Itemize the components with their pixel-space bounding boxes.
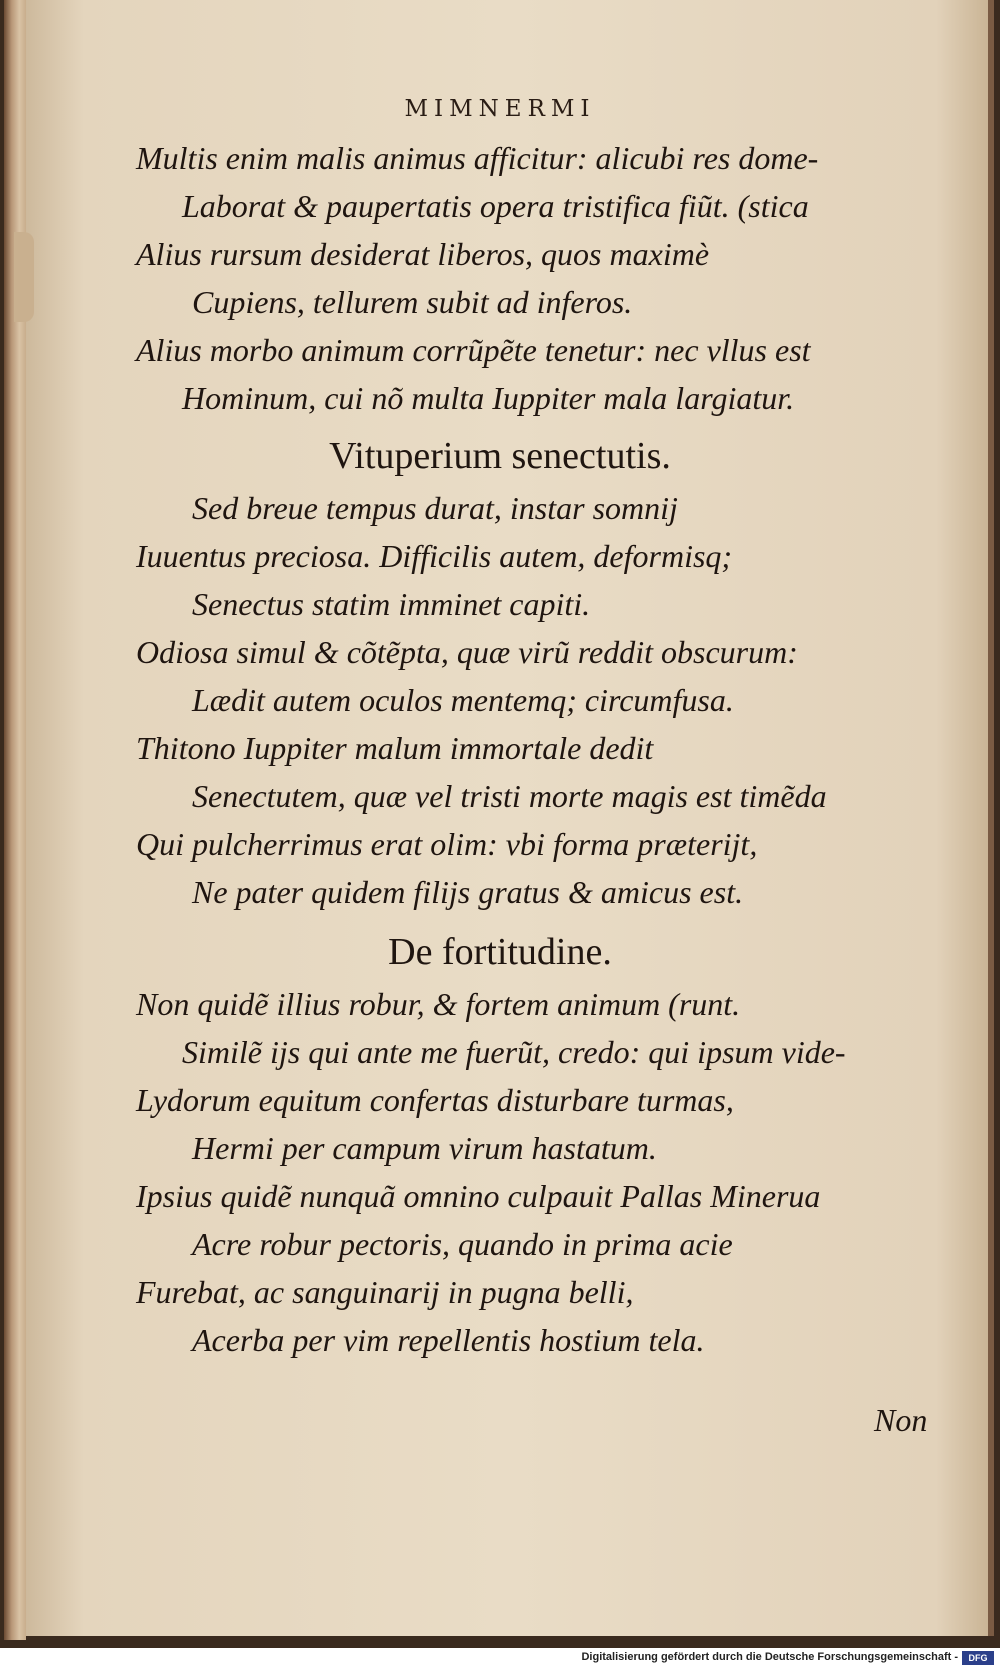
text-line: Similẽ ijs qui ante me fuerũt, credo: qui ipsum vide- (182, 1034, 846, 1070)
text-line: Ne pater quidem filijs gratus & amicus est. (192, 874, 744, 910)
text-line: Lydorum equitum confertas disturbare turmas, (136, 1082, 734, 1118)
page-tab (14, 232, 34, 322)
page-shadow (988, 0, 994, 1636)
text-line: Acre robur pectoris, quando in prima acie (192, 1226, 733, 1262)
text-line: Qui pulcherrimus erat olim: vbi forma præterijt, (136, 826, 758, 862)
text-line: Lædit autem oculos mentemq; circumfusa. (192, 682, 734, 718)
section-heading: De fortitudine. (388, 931, 612, 973)
footer-credit: Digitalisierung gefördert durch die Deutsche Forschungsgemeinschaft - (581, 1651, 958, 1663)
text-line: Odiosa simul & cõtẽpta, quæ virũ reddit obscurum: (136, 634, 798, 670)
text-line: Sed breue tempus durat, instar somnij (192, 490, 678, 526)
text-line: Acerba per vim repellentis hostium tela. (192, 1322, 705, 1358)
text-line: Multis enim malis animus afficitur: alicubi res dome- (136, 140, 819, 176)
catchword: Non (874, 1402, 928, 1438)
text-line: Laborat & paupertatis opera tristifica fiũt. (stica (182, 188, 809, 224)
text-line: Senectus statim imminet capiti. (192, 586, 591, 622)
running-header: MIMNERMI (404, 96, 596, 122)
text-line: Ipsius quidẽ nunquã omnino culpauit Pallas Minerua (136, 1178, 821, 1214)
text-line: Iuuentus preciosa. Difficilis autem, deformisq; (136, 538, 733, 574)
text-line: Non quidẽ illius robur, & fortem animum (runt. (136, 986, 741, 1022)
text-line: Cupiens, tellurem subit ad inferos. (192, 284, 633, 320)
text-line: Furebat, ac sanguinarij in pugna belli, (136, 1274, 634, 1310)
text-line: Alius rursum desiderat liberos, quos maximè (136, 236, 710, 272)
footer-bar (0, 1648, 1000, 1669)
text-line: Thitono Iuppiter malum immortale dedit (136, 730, 654, 766)
section-heading: Vituperium senectutis. (329, 435, 671, 477)
text-line: Senectutem, quæ vel tristi morte magis est timẽda (192, 778, 827, 814)
dfg-logo: DFG (962, 1651, 994, 1665)
text-line: Alius morbo animum corrũpẽte tenetur: nec vllus est (136, 332, 811, 368)
text-line: Hermi per campum virum hastatum. (192, 1130, 657, 1166)
text-line: Hominum, cui nõ multa Iuppiter mala largiatur. (182, 380, 795, 416)
